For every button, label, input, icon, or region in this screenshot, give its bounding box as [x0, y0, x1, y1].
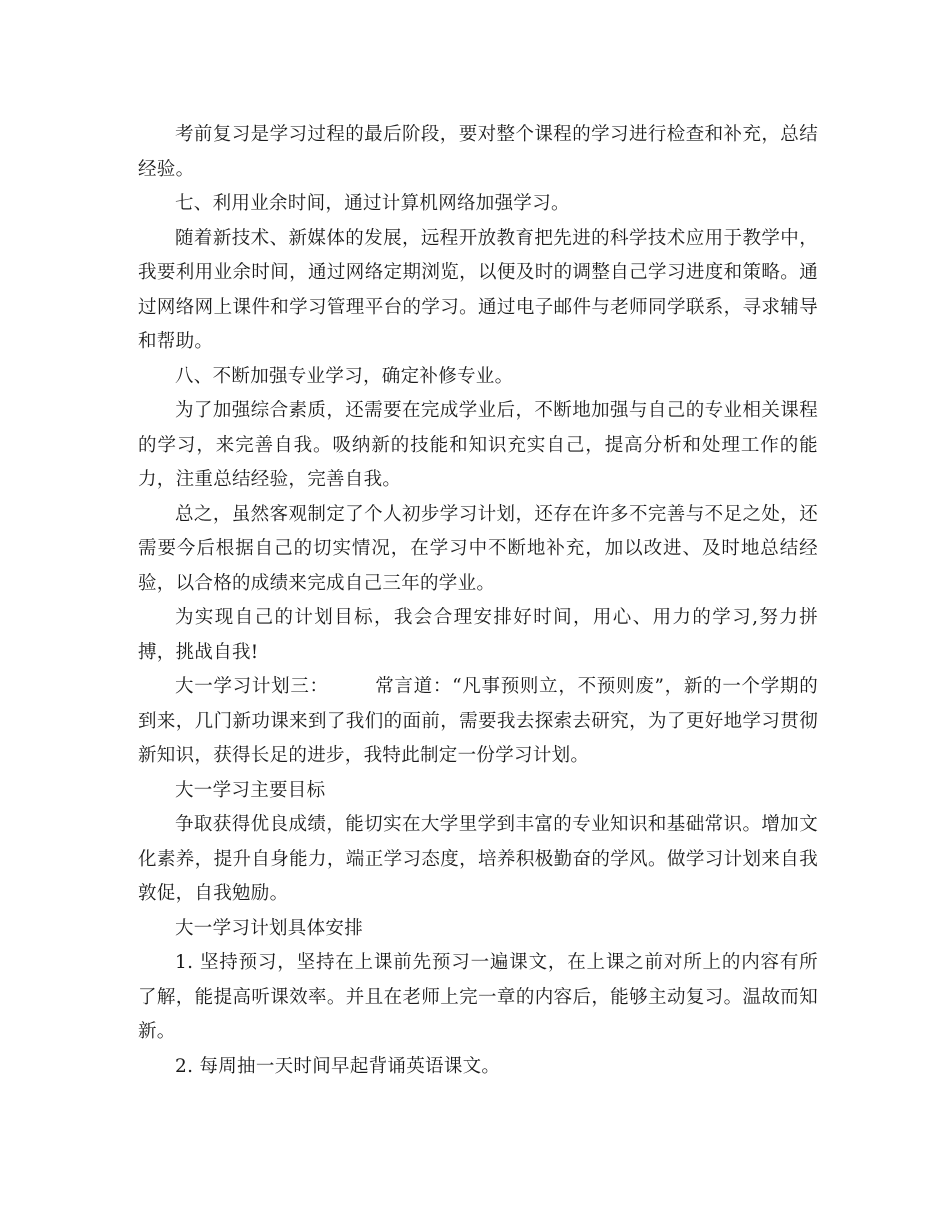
list-item-english-recitation: 2. 每周抽一天时间早起背诵英语课文。: [175, 1055, 501, 1077]
plan-three-text: 常言道：“凡事预则立，不预则废”，新的一个学期的到来，几门新功课来到了我们的面前，需要我去探索去研究，为了更好地学习贯彻新知识，获得长足的进步，我特此制定一份学习计划。: [138, 676, 819, 766]
paragraph-professional-study: 为了加强综合素质，还需要在完成学业后，不断地加强与自己的专业相关课程的学习，来完善自我。吸纳新的技能和知识充实自己，提高分析和处理工作的能力，注重总结经验，完善自我。: [138, 400, 818, 490]
paragraph-goal-commitment: 为实现自己的计划目标，我会合理安排好时间，用心、用力的学习,努力拼搏，挑战自我!: [138, 607, 818, 663]
paragraph-review: 考前复习是学习过程的最后阶段，要对整个课程的学习进行检查和补充，总结经验。: [138, 124, 818, 180]
paragraph-main-goals: 争取获得优良成绩，能切实在大学里学到丰富的专业知识和基础常识。增加文化素养，提升自身能力，端正学习态度，培养积极勤奋的学风。做学习计划来自我敦促，自我勉励。: [138, 814, 818, 904]
heading-section-seven: 七、利用业余时间，通过计算机网络加强学习。: [175, 193, 570, 214]
paragraph-plan-three: [138, 670, 818, 774]
document-body: [138, 118, 818, 1084]
heading-specific-arrangement: 大一学习计划具体安排: [175, 917, 364, 939]
paragraph-summary: 总之，虽然客观制定了个人初步学习计划，还存在许多不完善与不足之处，还需要今后根据自己的切实情况，在学习中不断地补充，加以改进、及时地总结经验，以合格的成绩来完成自己三年的学业。: [138, 503, 818, 594]
paragraph-network-learning: 随着新技术、新媒体的发展，远程开放教育把先进的科学技术应用于教学中，我要利用业余时间，通过网络定期浏览，以便及时的调整自己学习进度和策略。通过网络网上课件和学习管理平台的学习。通过电子邮件与老师同学联系，寻求辅导和帮助。: [138, 227, 818, 352]
heading-section-eight: 八、不断加强专业学习，确定补修专业。: [175, 365, 514, 387]
list-item-preview: 1. 坚持预习，坚持在上课前先预习一遍课文，在上课之前对所上的内容有所了解，能提高听课效率。并且在老师上完一章的内容后，能够主动复习。温故而知新。: [138, 952, 818, 1042]
heading-main-goals: 大一学习主要目标: [175, 779, 326, 801]
plan-three-heading: 大一学习计划三：: [175, 676, 329, 697]
